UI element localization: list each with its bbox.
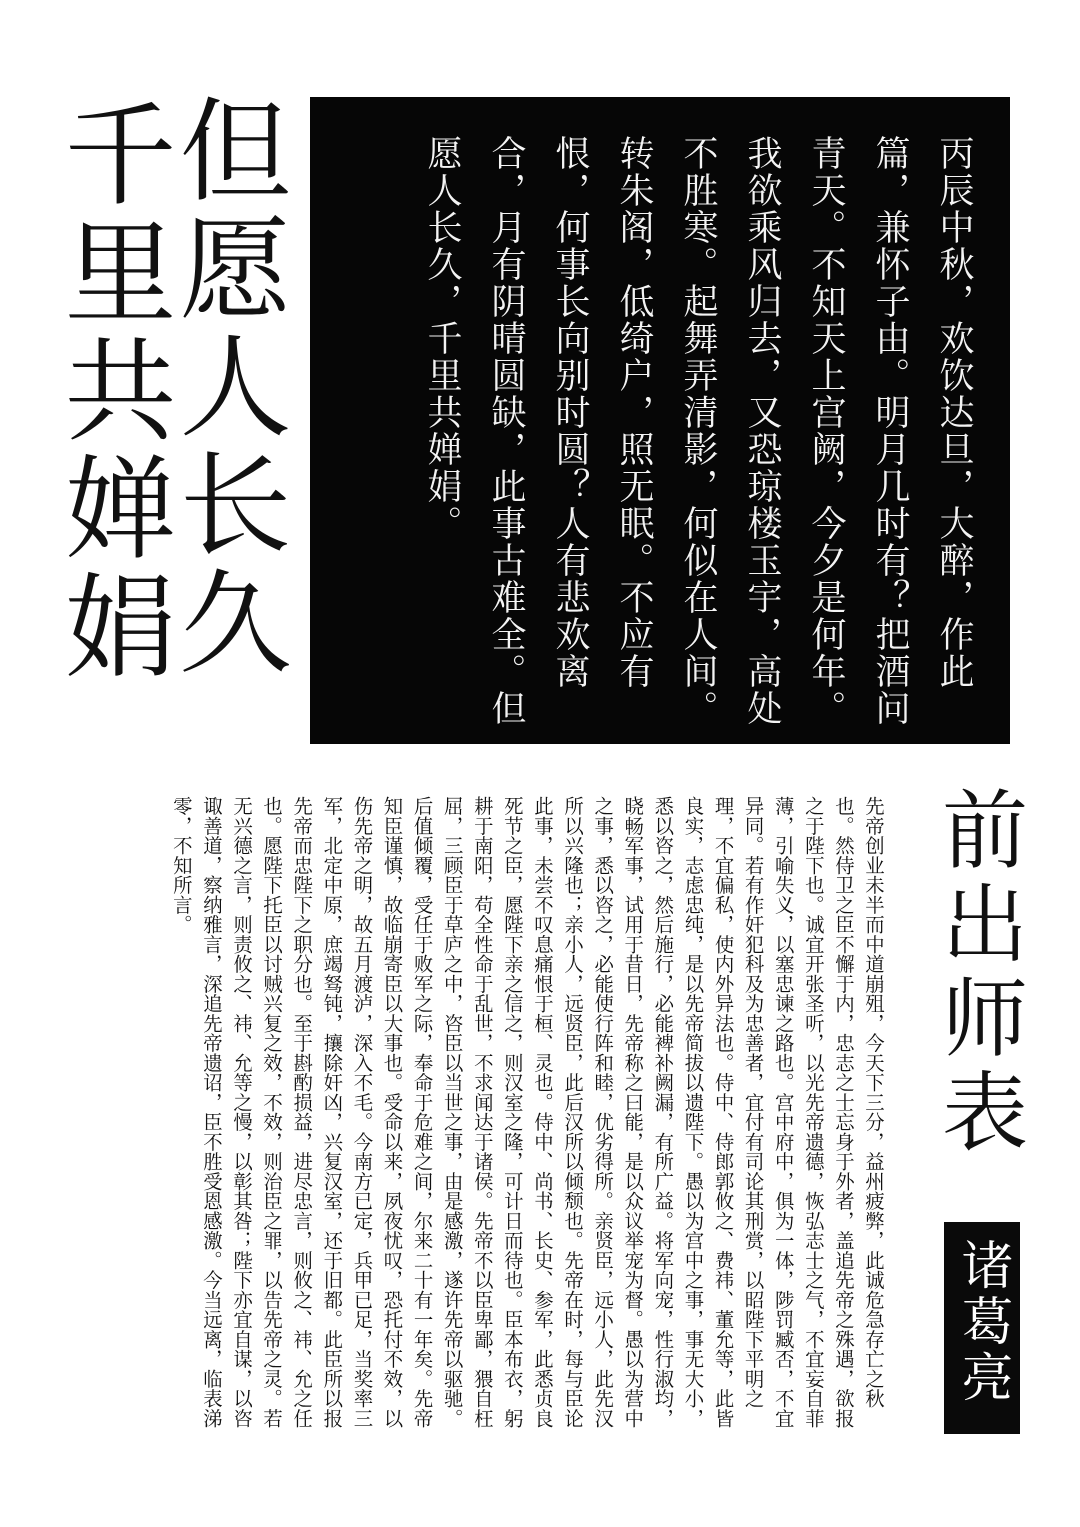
poem-panel [310,97,1010,744]
author-name: 诸葛亮 [952,1238,1012,1406]
essay-body: 先帝创业未半而中道崩殂，今天下三分，益州疲弊，此诚危急存亡之秋也。然侍卫之臣不懈于内，忠志之士忘身于外者，盖追先帝之殊遇，欲报之于陛下也。诚宜开张圣听，以光先帝遗德，恢弘志士之气，不宜妄自菲薄，引喻失义，以塞忠谏之路也。宫中府中，俱为一体，陟罚臧否，不宜异同。若有作奸犯科及为忠善者，宜付有司论其刑赏，以昭陛下平明之理，不宜偏私，使内外异法也。侍中、侍郎郭攸之、费祎、董允等，此皆良实，志虑忠纯，是以先帝简拔以遗陛下。愚以为宫中之事，事无大小，悉以咨之，然后施行，必能裨补阙漏，有所广益。将军向宠，性行淑均，晓畅军事，试用于昔日，先帝称之曰能，是以众议举宠为督。愚以为营中之事，悉以咨之，必能使行阵和睦，优劣得所。亲贤臣，远小人，此先汉所以兴隆也；亲小人，远贤臣，此后汉所以倾颓也。先帝在时，每与臣论此事，未尝不叹息痛恨于桓、灵也。侍中、尚书、长史、参军，此悉贞良死节之臣，愿陛下亲之信之，则汉室之隆，可计日而待也。臣本布衣，躬耕于南阳，苟全性命于乱世，不求闻达于诸侯。先帝不以臣卑鄙，猥自枉屈，三顾臣于草庐之中，咨臣以当世之事，由是感激，遂许先帝以驱驰。后值倾覆，受任于败军之际，奉命于危难之间，尔来二十有一年矣。先帝知臣谨慎，故临崩寄臣以大事也。受命以来，夙夜忧叹，恐托付不效，以伤先帝之明，故五月渡泸，深入不毛。今南方已定，兵甲已足，当奖率三军，北定中原，庶竭驽钝，攘除奸凶，兴复汉室，还于旧都。此臣所以报先帝而忠陛下之职分也。至于斟酌损益，进尽忠言，则攸之、祎、允之任也。愿陛下托臣以讨贼兴复之效，不效，则治臣之罪，以告先帝之灵。若无兴德之言，则责攸之、祎、允等之慢，以彰其咎；陛下亦宜自谋，以咨诹善道，察纳雅言，深追先帝遗诏，臣不胜受恩感激。今当远离，临表涕零，不知所言。 [169,796,885,1428]
headline-line-2: 千里共婵娟 [46,96,176,686]
essay-title: 前出师表 [927,785,1027,1161]
poem-text: 丙辰中秋，欢饮达旦，大醉，作此篇，兼怀子由。明月几时有？把酒问青天。不知天上宫阙，今夕是何年。我欲乘风归去，又恐琼楼玉宇，高处不胜寒。起舞弄清影，何似在人间。转朱阁，低绮户，照无眠。不应有恨，何事长向别时圆？人有悲欢离合，月有阴晴圆缺，此事古难全。但愿人长久，千里共婵娟。 [422,135,974,727]
author-label [944,1222,1020,1434]
headline-line-1: 但愿人长久 [161,92,291,682]
